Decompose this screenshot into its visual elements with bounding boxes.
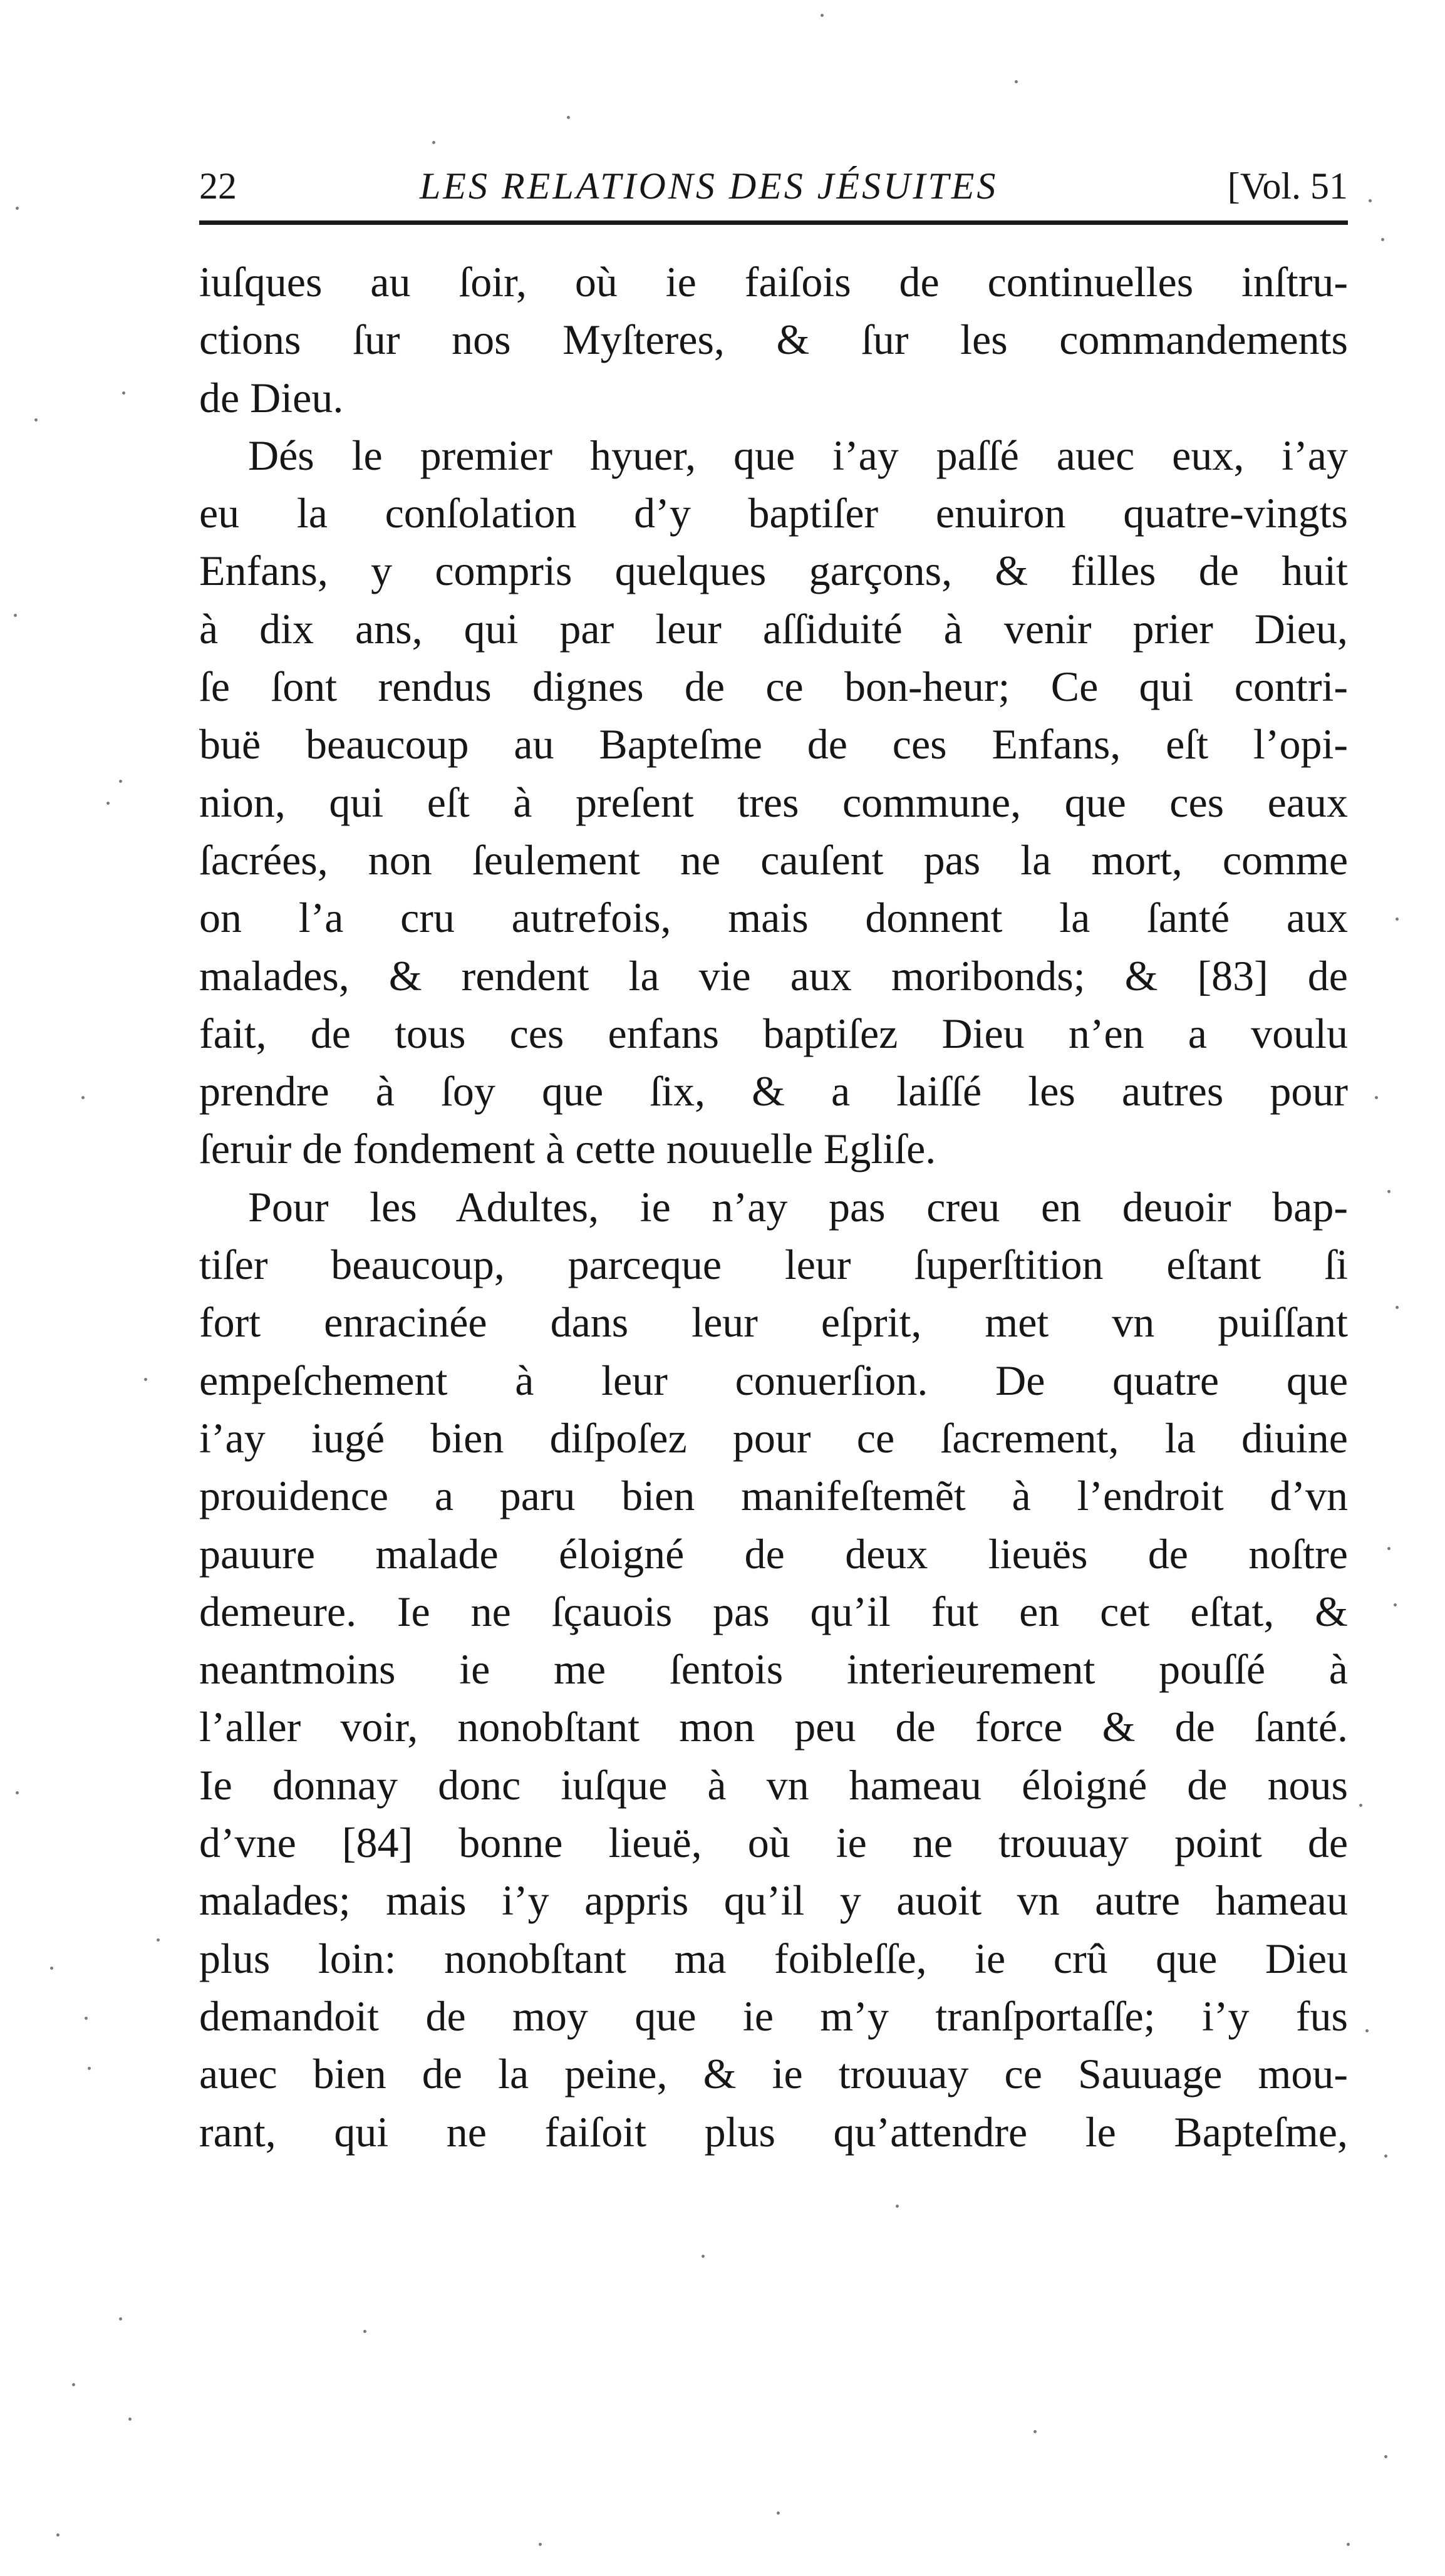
scan-speck <box>1387 1547 1391 1550</box>
scan-speck <box>1375 1096 1378 1099</box>
text-line: malades, & rendent la vie aux moribonds; & [83] de <box>199 951 1348 1000</box>
scan-speck <box>896 2205 899 2208</box>
text-line: à dix ans, qui par leur aſſiduité à venir prier Dieu, <box>199 604 1348 653</box>
scan-speck <box>14 614 17 617</box>
text-line: fait, de tous ces enfans baptiſez Dieu n’en a voulu <box>199 1009 1348 1057</box>
scan-speck <box>1387 1190 1391 1193</box>
scan-speck <box>122 391 125 395</box>
text-line: eu la conſolation d’y baptiſer enuiron quatre-vingts <box>199 489 1348 537</box>
text-line: l’aller voir, nonobſtant mon peu de force & de ſanté. <box>199 1703 1348 1751</box>
text-line: neantmoins ie me ſentois interieurement pouſſé à <box>199 1645 1348 1694</box>
body-text <box>199 253 1348 2161</box>
header-rule <box>199 220 1348 225</box>
text-line: i’ay iugé bien diſpoſez pour ce ſacrement, la diuine <box>199 1414 1348 1462</box>
text-line: nion, qui eſt à preſent tres commune, que ces eaux <box>199 778 1348 826</box>
text-line: pauure malade éloigné de deux lieuës de noſtre <box>199 1529 1348 1578</box>
text-line: d’vne [84] bonne lieuë, où ie ne trouuay point de <box>199 1819 1348 1867</box>
volume-label: [Vol. 51 <box>1227 165 1348 207</box>
scan-speck <box>1369 199 1372 202</box>
text-line: on l’a cru autrefois, mais donnent la ſanté aux <box>199 894 1348 942</box>
text-line: ctions ſur nos Myſteres, & ſur les commandements <box>199 316 1348 364</box>
scan-speck <box>432 141 435 144</box>
scan-speck <box>1347 2543 1350 2546</box>
scan-speck <box>128 2418 132 2421</box>
scan-speck <box>16 1791 19 1794</box>
scan-speck <box>1359 1804 1362 1807</box>
scan-speck <box>1384 2455 1387 2458</box>
scan-speck <box>777 2511 780 2515</box>
text-line: de Dieu. <box>199 373 344 422</box>
text-line: ſe ſont rendus dignes de ce bon-heur; Ce qui contri- <box>199 663 1348 711</box>
text-line: fort enracinée dans leur eſprit, met vn puiſſant <box>199 1298 1348 1347</box>
scan-speck <box>1381 238 1384 241</box>
text-line: empeſchement à leur conuerſion. De quatre que <box>199 1356 1348 1404</box>
text-line: tiſer beaucoup, parceque leur ſuperſtition eſtant ſi <box>199 1241 1348 1289</box>
text-line: demandoit de moy que ie m’y tranſportaſſe; i’y fus <box>199 1992 1348 2040</box>
text-line: demeure. Ie ne ſçauois pas qu’il fut en cet eſtat, & <box>199 1587 1348 1635</box>
scan-speck <box>1033 2430 1037 2433</box>
scan-speck <box>1384 2154 1387 2158</box>
scan-speck <box>72 2383 75 2386</box>
scan-speck <box>1396 918 1399 921</box>
scan-speck <box>1365 2029 1369 2032</box>
text-line: prouidence a paru bien manifeſtemẽt à l’endroit d’vn <box>199 1472 1348 1520</box>
scan-speck <box>702 2255 705 2258</box>
scan-speck <box>119 780 122 783</box>
text-line: buë beaucoup au Bapteſme de ces Enfans, eſt l’opi- <box>199 720 1348 768</box>
text-line: rant, qui ne faiſoit plus qu’attendre le Bapteſme, <box>199 2108 1348 2156</box>
text-line: auec bien de la peine, & ie trouuay ce Sauuage mou- <box>199 2050 1348 2098</box>
scan-speck <box>106 802 110 805</box>
page-number: 22 <box>199 165 237 207</box>
scan-speck <box>1396 1306 1399 1309</box>
text-line: malades; mais i’y appris qu’il y auoit vn autre hameau <box>199 1876 1348 1925</box>
scan-speck <box>81 1096 85 1099</box>
page-header <box>199 158 1348 214</box>
scan-speck <box>821 14 824 17</box>
text-line: iuſques au ſoir, où ie faiſois de continuelles inſtru- <box>199 258 1348 306</box>
text-line: Enfans, y compris quelques garçons, & filles de huit <box>199 547 1348 595</box>
scan-speck <box>144 1378 147 1381</box>
scan-speck <box>16 207 19 210</box>
scan-speck <box>1394 1603 1397 1606</box>
scan-speck <box>567 116 570 119</box>
scan-speck <box>34 418 38 422</box>
scan-speck <box>119 2317 122 2320</box>
text-line: ſeruir de fondement à cette nouuelle Egliſe. <box>199 1125 936 1173</box>
text-line: plus loin: nonobſtant ma foibleſſe, ie crû que Dieu <box>199 1934 1348 1982</box>
scan-speck <box>1015 80 1018 83</box>
scan-speck <box>56 2533 60 2537</box>
scan-speck <box>50 1967 53 1970</box>
scan-speck <box>88 2067 91 2070</box>
scan-speck <box>363 2330 366 2333</box>
text-line: ſacrées, non ſeulement ne cauſent pas la mort, comme <box>199 835 1348 884</box>
text-line: prendre à ſoy que ſix, & a laiſſé les autres pour <box>199 1067 1348 1115</box>
scan-speck <box>157 1938 160 1942</box>
text-line: Ie donnay donc iuſque à vn hameau éloigné de nous <box>199 1761 1348 1809</box>
scan-speck <box>539 2543 542 2546</box>
running-title: LES RELATIONS DES JÉSUITES <box>420 165 998 207</box>
text-line: Dés le premier hyuer, que i’ay paſſé auec eux, i’ay <box>248 431 1348 479</box>
text-line: Pour les Adultes, ie n’ay pas creu en deuoir bap- <box>248 1182 1348 1231</box>
scan-speck <box>85 2017 88 2020</box>
